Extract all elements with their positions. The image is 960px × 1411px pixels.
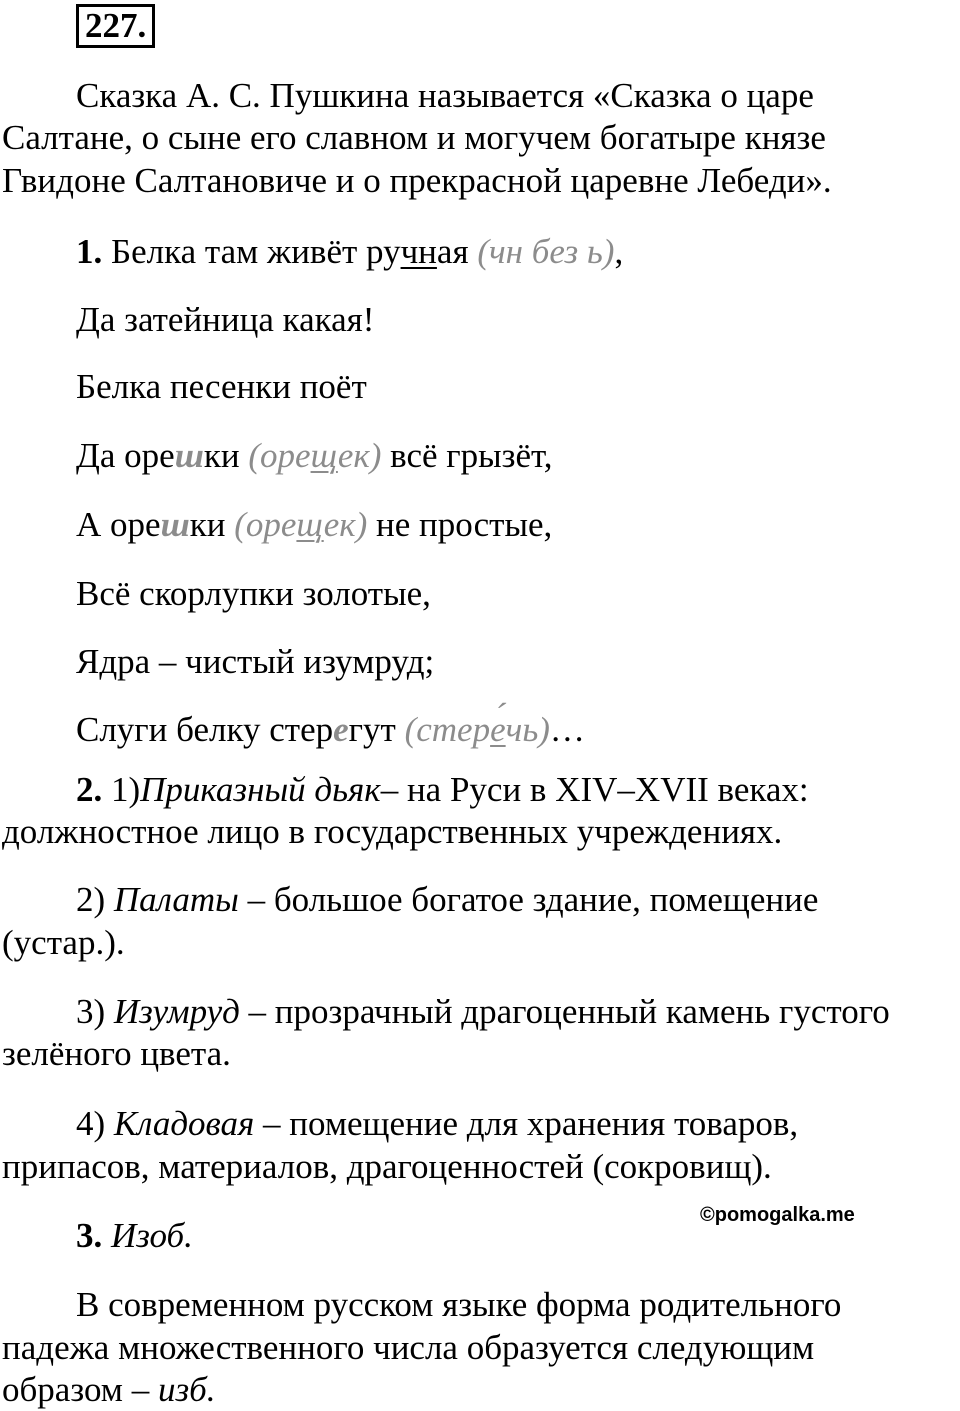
underlined-letters: щ [296, 505, 324, 544]
intro-line-2: Салтане, о сыне его славном и могучем богатыре князе [2, 118, 826, 157]
spelling-hint: (оре [234, 505, 297, 544]
definition-3-line-2: зелёного цвета. [2, 1034, 231, 1073]
definition-1-line-2: должностное лицо в государственных учреждениях. [2, 812, 783, 851]
paragraph-line-2: падежа множественного числа образуется следующим [2, 1328, 815, 1367]
definition-text: – помещение для хранения товаров, [263, 1104, 799, 1143]
poem-text: ая [436, 232, 469, 271]
paragraph-italic: изб. [157, 1370, 216, 1409]
spelling-hint: ек) [323, 505, 368, 544]
stressed-letter: е ´ [490, 710, 506, 749]
paragraph-line-1: В современном русском языке форма родительного [76, 1285, 842, 1324]
poem-text: Белка там живёт ру [111, 232, 401, 271]
part-3-text: Изоб. [111, 1216, 193, 1255]
definition-term: Палаты [113, 880, 239, 919]
part-1-number: 1. [76, 232, 103, 271]
spelling-hint: (оре [248, 436, 311, 475]
poem-line-3: Белка песенки поёт [76, 367, 367, 406]
highlighted-letter: ш [160, 505, 190, 544]
spelling-hint: (чн без ь) [477, 232, 615, 271]
definition-term: Приказный дьяк [140, 770, 381, 809]
poem-text: Да оре [76, 436, 175, 475]
intro-line-1: Сказка А. С. Пушкина называется «Сказка о царе [76, 76, 814, 115]
poem-text: ки [189, 505, 226, 544]
definition-term: Изумруд [113, 992, 240, 1031]
poem-text: гут [348, 710, 396, 749]
spelling-hint: чь) [505, 710, 550, 749]
part-3-heading [76, 1216, 193, 1256]
definition-number: 1) [111, 770, 141, 809]
definition-text: – на Руси в XIV–XVII веках: [380, 770, 809, 809]
definition-4-line-1 [76, 1104, 798, 1144]
punctuation: , [614, 232, 624, 271]
definition-text: – большое богатое здание, помещение [247, 880, 819, 919]
highlighted-letter: е [333, 710, 349, 749]
paragraph-text: образом – [2, 1370, 150, 1409]
definition-2-line-1 [76, 880, 818, 920]
definition-number: 4) [76, 1104, 106, 1143]
definition-number: 2) [76, 880, 106, 919]
poem-line-5 [76, 505, 552, 545]
underlined-letters: щ [310, 436, 338, 475]
underlined-letters: чн [400, 232, 437, 271]
poem-line-1 [76, 232, 623, 272]
poem-text: ки [203, 436, 240, 475]
poem-text: не простые, [376, 505, 553, 544]
poem-text: всё грызёт, [390, 436, 553, 475]
poem-line-7: Ядра – чистый изумруд; [76, 642, 435, 681]
part-2-number: 2. [76, 770, 103, 809]
definition-3-line-1 [76, 992, 890, 1032]
definition-number: 3) [76, 992, 106, 1031]
poem-line-6: Всё скорлупки золотые, [76, 574, 431, 613]
watermark: ©pomogalka.me [700, 1204, 855, 1226]
highlighted-letter: ш [174, 436, 204, 475]
exercise-number: 227. [76, 4, 155, 48]
spelling-hint: ек) [337, 436, 382, 475]
spelling-hint: (стер [404, 710, 491, 749]
part-3-number: 3. [76, 1216, 103, 1255]
paragraph-line-3 [2, 1370, 215, 1410]
definition-4-line-2: припасов, материалов, драгоценностей (сокровищ). [2, 1147, 772, 1186]
poem-line-2: Да затейница какая! [76, 300, 375, 339]
poem-text: Слуги белку стер [76, 710, 334, 749]
ellipsis: … [549, 710, 585, 749]
definition-text: – прозрачный драгоценный камень густого [248, 992, 890, 1031]
poem-text: А оре [76, 505, 161, 544]
poem-line-8 [76, 710, 585, 750]
definition-1-line-1 [76, 770, 809, 810]
intro-line-3: Гвидоне Салтановиче и о прекрасной царевне Лебеди». [2, 161, 832, 200]
definition-term: Кладовая [113, 1104, 255, 1143]
definition-2-line-2: (устар.). [2, 923, 125, 962]
poem-line-4 [76, 436, 552, 476]
